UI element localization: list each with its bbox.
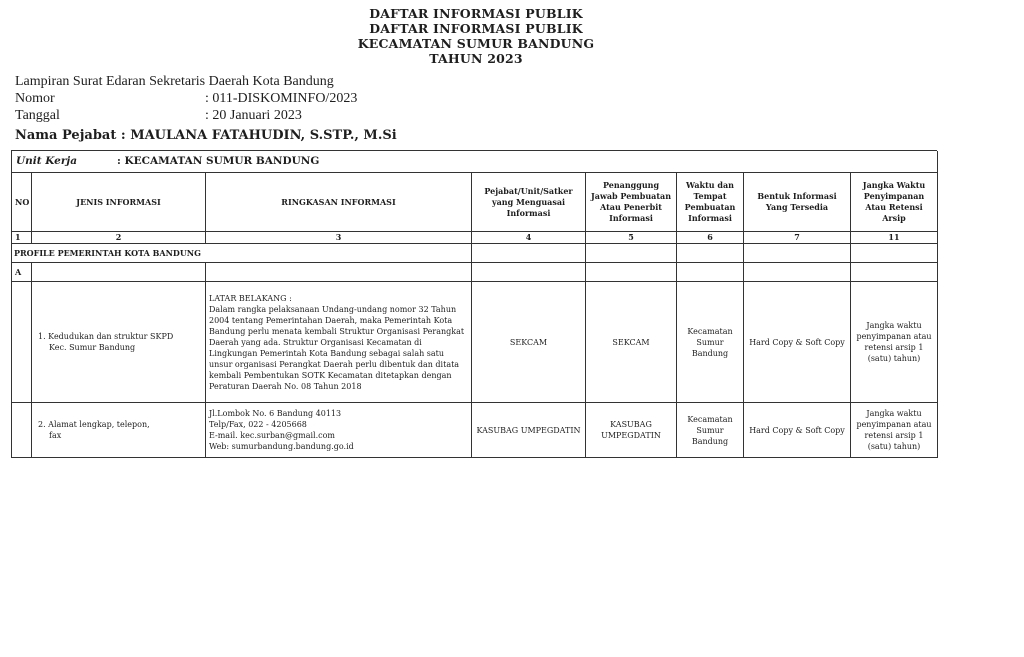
jenis-informasi-cell: 1. Kedudukan dan struktur SKPD Kec. Sumur Bandung: [32, 282, 206, 403]
table-row: [12, 282, 938, 403]
tanggal-label: Tanggal: [15, 108, 60, 123]
header-penanggung-jawab: Penanggung Jawab Pembuatan Atau Penerbit Informasi: [586, 173, 677, 232]
penanggung-jawab-cell: KASUBAG UMPEGDATIN: [586, 403, 677, 458]
col-number: 11: [851, 232, 938, 244]
col-number: 4: [472, 232, 586, 244]
lampiran-text: Lampiran Surat Edaran Sekretaris Daerah Kota Bandung: [15, 74, 334, 89]
header-bentuk-informasi: Bentuk Informasi Yang Tersedia: [744, 173, 851, 232]
header-jangka-waktu: Jangka Waktu Penyimpanan Atau Retensi Arsip: [851, 173, 938, 232]
jenis-informasi-cell: 2. Alamat lengkap, telepon, fax: [32, 403, 206, 458]
header-ringkasan-informasi: RINGKASAN INFORMASI: [206, 173, 472, 232]
tanggal-line: [15, 108, 302, 124]
section-letter: A: [12, 263, 32, 282]
col-number: 5: [586, 232, 677, 244]
section-title: PROFILE PEMERINTAH KOTA BANDUNG: [12, 244, 472, 263]
document-title-block: [0, 6, 952, 66]
col-number: 6: [677, 232, 744, 244]
nama-pejabat: Nama Pejabat : MAULANA FATAHUDIN, S.STP., M.Si: [15, 128, 397, 143]
nomor-value: : 011-DISKOMINFO/2023: [205, 91, 358, 106]
ringkasan-informasi-cell: LATAR BELAKANG : Dalam rangka pelaksanaan Undang-undang nomor 32 Tahun 2004 tentang Pemerintahan Daerah, maka Pemerintah Kota Bandung perlu menata kembali Struktur Organisasi Perangkat Daerah yang ada. Struktur Organisasi Kecamatan di Lingkungan Pemerintah Kota Bandung sebagai salah satu unsur organisasi Perangkat Daerah perlu dibentuk dan ditata kembali Pembentukan SOTK Kecamatan ditetapkan dengan Peraturan Daerah No. 08 Tahun 2018: [206, 282, 472, 403]
jangka-waktu-cell: Jangka waktu penyimpanan atau retensi arsip 1 (satu) tahun): [851, 403, 938, 458]
ringkasan-informasi-cell: Jl.Lombok No. 6 Bandung 40113 Telp/Fax, 022 - 4205668 E-mail. kec.surban@gmail.com Web: sumurbandung.bandung.go.id: [206, 403, 472, 458]
header-no: NO: [12, 173, 32, 232]
section-letter-row: [12, 263, 938, 282]
information-table: [11, 172, 938, 458]
nomor-label: Nomor: [15, 91, 55, 106]
header-pejabat: Pejabat/Unit/Satker yang Menguasai Informasi: [472, 173, 586, 232]
title-line-4: TAHUN 2023: [429, 51, 523, 66]
nomor-line: [15, 91, 358, 107]
title-line-3: KECAMATAN SUMUR BANDUNG: [357, 36, 595, 51]
col-number: 7: [744, 232, 851, 244]
unit-kerja-value: : KECAMATAN SUMUR BANDUNG: [117, 155, 320, 167]
bentuk-informasi-cell: Hard Copy & Soft Copy: [744, 282, 851, 403]
waktu-tempat-cell: Kecamatan Sumur Bandung: [677, 403, 744, 458]
penanggung-jawab-cell: SEKCAM: [586, 282, 677, 403]
header-jenis-informasi: JENIS INFORMASI: [32, 173, 206, 232]
jangka-waktu-cell: Jangka waktu penyimpanan atau retensi arsip 1 (satu) tahun): [851, 282, 938, 403]
col-number: 1: [12, 232, 32, 244]
col-number: 3: [206, 232, 472, 244]
table-header-row: [12, 173, 938, 232]
col-number: 2: [32, 232, 206, 244]
pejabat-cell: KASUBAG UMPEGDATIN: [472, 403, 586, 458]
header-waktu-tempat: Waktu dan Tempat Pembuatan Informasi: [677, 173, 744, 232]
title-line-1: DAFTAR INFORMASI PUBLIK: [369, 6, 583, 21]
title-line-2: DAFTAR INFORMASI PUBLIK: [369, 21, 583, 36]
unit-kerja-row: [11, 150, 937, 172]
waktu-tempat-cell: Kecamatan Sumur Bandung: [677, 282, 744, 403]
table-row: [12, 403, 938, 458]
tanggal-value: : 20 Januari 2023: [205, 108, 302, 123]
column-number-row: [12, 232, 938, 244]
bentuk-informasi-cell: Hard Copy & Soft Copy: [744, 403, 851, 458]
unit-kerja-label: Unit Kerja: [16, 155, 77, 167]
section-row: [12, 244, 938, 263]
pejabat-cell: SEKCAM: [472, 282, 586, 403]
